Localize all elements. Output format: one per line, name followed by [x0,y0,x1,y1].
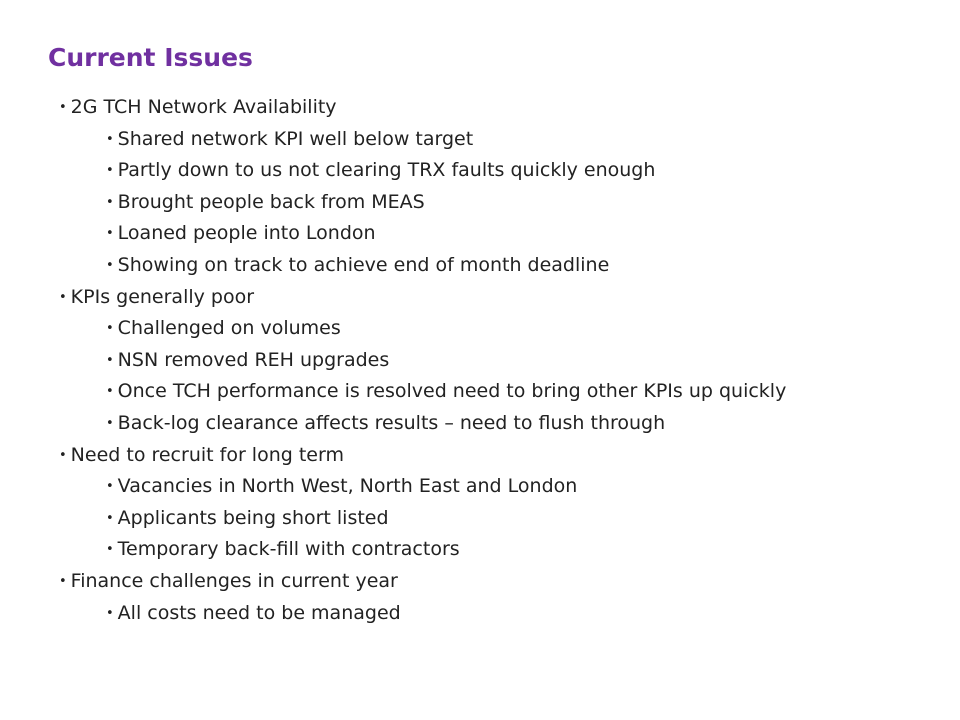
bullet-text: NSN removed REH upgrades [117,348,390,371]
bullet-icon: • [59,289,67,305]
bullet-text: Temporary back-fill with contractors [117,538,460,561]
slide-title: Current Issues [48,43,253,72]
sub-bullet-item [0,345,786,377]
bullet-text: Challenged on volumes [117,317,341,340]
sub-bullet-item [0,124,786,156]
bullet-icon: • [106,321,114,337]
bullet-item [0,440,786,472]
sub-bullet-item [0,408,786,440]
bullet-icon: • [59,447,67,463]
bullet-text: Need to recruit for long term [70,443,344,466]
bullet-icon: • [106,352,114,368]
bullet-text: Brought people back from MEAS [117,190,425,213]
sub-bullet-item [0,471,786,503]
sub-bullet-item [0,218,786,250]
sub-bullet-item [0,187,786,219]
bullet-icon: • [59,100,67,115]
bullet-icon: • [106,194,114,210]
bullet-text: Finance challenges in current year [70,569,398,592]
bullet-icon: • [106,605,114,621]
bullet-icon: • [106,163,114,179]
sub-bullet-item [0,503,786,535]
bullet-item [0,566,786,598]
sub-bullet-item [0,598,786,630]
sub-bullet-item [0,376,786,408]
bullet-text: Loaned people into London [117,222,376,245]
bullet-icon: • [106,542,114,558]
bullet-icon: • [106,257,114,273]
sub-bullet-item [0,534,786,566]
bullet-text: 2G TCH Network Availability [70,96,337,118]
bullet-icon: • [106,226,114,242]
bullet-text: Applicants being short listed [117,506,389,529]
bullet-text: Back-log clearance affects results – need to flush through [117,411,666,434]
bullet-icon: • [106,510,114,526]
bullet-text: Vacancies in North West, North East and London [117,475,578,498]
sub-bullet-item [0,313,786,345]
bullet-icon: • [106,415,114,431]
bullet-text: All costs need to be managed [117,601,401,624]
bullet-icon: • [106,479,114,495]
bullet-item [0,282,786,314]
bullet-text: Showing on track to achieve end of month deadline [117,253,610,276]
sub-bullet-item [0,155,786,187]
bullet-icon: • [106,131,114,147]
bullet-item [0,92,786,124]
bullet-text: Partly down to us not clearing TRX faults quickly enough [117,159,656,182]
bullet-text: KPIs generally poor [70,285,255,308]
bullet-list [0,92,786,629]
bullet-text: Once TCH performance is resolved need to bring other KPIs up quickly [117,380,787,403]
bullet-icon: • [59,573,67,589]
bullet-text: Shared network KPI well below target [117,127,474,150]
bullet-icon: • [106,384,114,400]
sub-bullet-item [0,250,786,282]
